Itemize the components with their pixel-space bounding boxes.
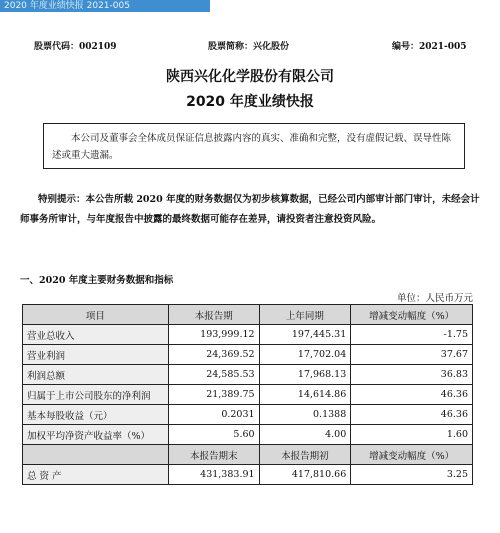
table-cell: 46.36 <box>351 405 473 425</box>
table-cell: 197,445.31 <box>259 325 351 345</box>
stock-code: 股票代码：002109 <box>34 42 117 52</box>
table-row <box>23 385 473 405</box>
unit-label: 单位：人民币万元 <box>396 293 473 304</box>
special-note-lead: 特别提示： <box>38 194 86 205</box>
table-cell: 加权平均净资产收益率（%） <box>23 425 169 445</box>
section-title: 一、2020 年度主要财务数据和指标 <box>20 275 174 286</box>
board-notice-box <box>43 123 465 169</box>
table-cell: 17,702.04 <box>259 345 351 365</box>
board-notice-text: 本公司及董事会全体成员保证信息披露内容的真实、准确和完整，没有虚假记载、误导性陈述或重大遗漏。 <box>52 133 452 161</box>
table-row <box>23 465 473 485</box>
header-cell: 本报告期 <box>168 305 259 325</box>
table-cell: 4.00 <box>259 425 351 445</box>
company-name: 陕西兴化化学股份有限公司 <box>166 69 334 85</box>
table-cell: 37.67 <box>351 345 473 365</box>
table-cell: 417,810.66 <box>259 465 351 485</box>
header-cell: 项目 <box>23 305 169 325</box>
table-row <box>23 365 473 385</box>
header-cell: 增减变动幅度（%） <box>351 305 473 325</box>
special-note-text: 本公告所载 2020 年度的财务数据仅为初步核算数据，已经公司内部审计部门审计，未经会计师事务所审计，与年度报告中披露的最终数据可能存在差异，请投资者注意投资风险。 <box>20 194 480 225</box>
table-cell: 21,389.75 <box>168 385 259 405</box>
table-subheader-row <box>23 445 473 465</box>
table-cell: 归属于上市公司股东的净利润 <box>23 385 169 405</box>
header-cell: 本报告期初 <box>259 445 351 465</box>
table-cell: 利润总额 <box>23 365 169 385</box>
table-cell: 24,585.53 <box>168 365 259 385</box>
table-cell: 14,614.86 <box>259 385 351 405</box>
table-cell: 基本每股收益（元） <box>23 405 169 425</box>
table-cell: 0.1388 <box>259 405 351 425</box>
table-row <box>23 325 473 345</box>
table-cell: 17,968.13 <box>259 365 351 385</box>
doc-number: 编号：2021-005 <box>392 42 467 52</box>
special-note <box>20 190 482 230</box>
header-cell: 增减变动幅度（%） <box>351 445 473 465</box>
table-row <box>23 405 473 425</box>
table-cell: 431,383.91 <box>168 465 259 485</box>
table-cell: 36.83 <box>351 365 473 385</box>
table-cell: -1.75 <box>351 325 473 345</box>
table-row <box>23 345 473 365</box>
table-cell: 总 资 产 <box>23 465 169 485</box>
table-cell: 24,369.52 <box>168 345 259 365</box>
header-cell: 上年同期 <box>259 305 351 325</box>
table-cell: 营业总收入 <box>23 325 169 345</box>
table-cell: 46.36 <box>351 385 473 405</box>
financial-data-table <box>22 304 473 485</box>
table-cell: 1.60 <box>351 425 473 445</box>
table-cell: 5.60 <box>168 425 259 445</box>
table-cell: 193,999.12 <box>168 325 259 345</box>
table-row <box>23 425 473 445</box>
table-header-row <box>23 305 473 325</box>
header-cell: 本报告期末 <box>168 445 259 465</box>
top-banner <box>0 0 210 12</box>
stock-name: 股票简称：兴化股份 <box>208 42 290 52</box>
table-cell: 0.2031 <box>168 405 259 425</box>
header-cell <box>23 445 169 465</box>
report-title: 2020 年度业绩快报 <box>186 94 314 110</box>
table-cell: 营业利润 <box>23 345 169 365</box>
banner-text: 2020 年度业绩快报 2021-005 <box>4 1 130 11</box>
table-cell: 3.25 <box>351 465 473 485</box>
